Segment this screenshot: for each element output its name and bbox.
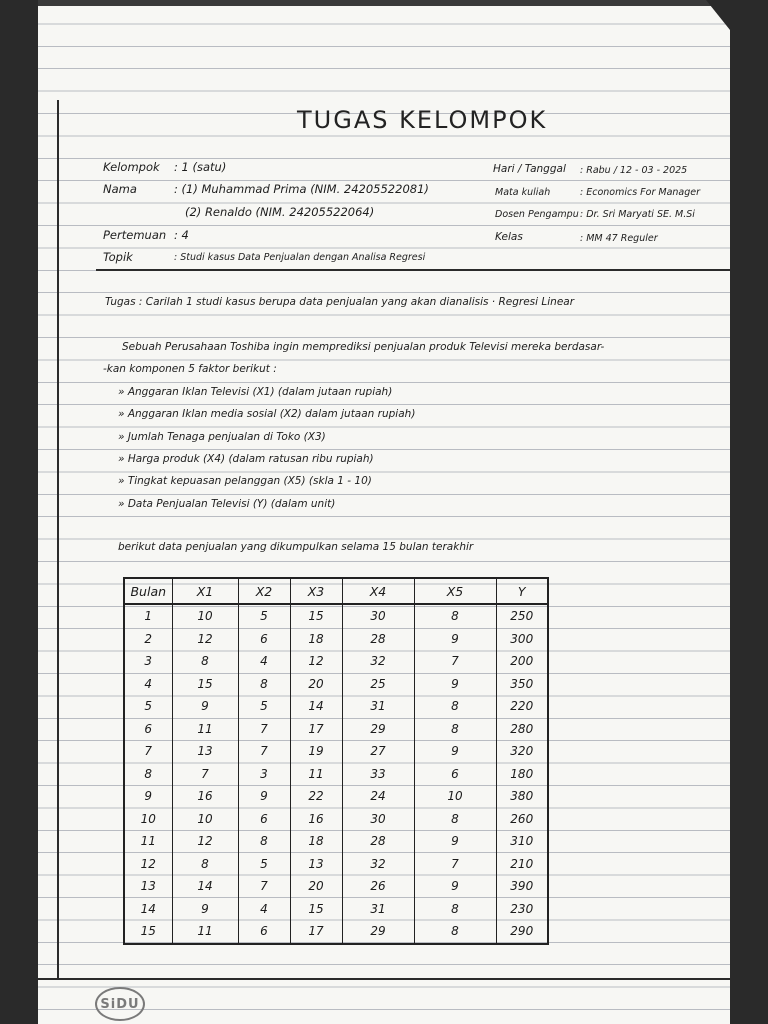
table-cell: 5 — [124, 695, 172, 718]
nama-label: Nama — [103, 182, 137, 196]
table-cell: 1 — [124, 604, 172, 628]
factor-y: » Data Penjualan Televisi (Y) (dalam unit) — [118, 498, 336, 510]
nama-member-1: : (1) Muhammad Prima (NIM. 24205522081) — [174, 182, 429, 196]
factor-x1: » Anggaran Iklan Televisi (X1) (dalam jutaan rupiah) — [118, 386, 393, 398]
intro-line-2: -kan komponen 5 faktor berikut : — [103, 363, 277, 375]
table-cell: 7 — [414, 650, 496, 673]
table-cell: 7 — [238, 718, 290, 741]
table-cell: 7 — [124, 740, 172, 763]
nama-member-2: (2) Renaldo (NIM. 24205522064) — [185, 205, 375, 219]
table-cell: 5 — [238, 853, 290, 876]
table-cell: 250 — [496, 604, 548, 628]
table-cell: 380 — [496, 785, 548, 808]
table-cell: 7 — [172, 763, 238, 786]
table-cell: 3 — [238, 763, 290, 786]
table-cell: 18 — [290, 628, 342, 651]
kelompok-value: : 1 (satu) — [174, 160, 227, 174]
col-header-x1: X1 — [172, 578, 238, 604]
table-row — [124, 695, 548, 718]
table-cell: 10 — [172, 808, 238, 831]
table-cell: 14 — [124, 898, 172, 921]
left-margin-line — [57, 100, 59, 978]
table-cell: 24 — [342, 785, 414, 808]
data-intro: berikut data penjualan yang dikumpulkan selama 15 bulan terakhir — [118, 541, 474, 553]
factor-x2: » Anggaran Iklan media sosial (X2) dalam jutaan rupiah) — [118, 408, 416, 420]
table-cell: 4 — [238, 898, 290, 921]
dosen-label: Dosen Pengampu — [495, 209, 579, 220]
table-cell: 6 — [238, 808, 290, 831]
col-header-x4: X4 — [342, 578, 414, 604]
table-cell: 17 — [290, 920, 342, 944]
table-cell: 13 — [290, 853, 342, 876]
table-cell: 200 — [496, 650, 548, 673]
table-cell: 20 — [290, 673, 342, 696]
table-cell: 260 — [496, 808, 548, 831]
table-cell: 26 — [342, 875, 414, 898]
table-cell: 11 — [290, 763, 342, 786]
table-cell: 12 — [290, 650, 342, 673]
matkul-label: Mata kuliah — [495, 187, 551, 198]
table-row — [124, 785, 548, 808]
table-cell: 9 — [414, 875, 496, 898]
table-cell: 9 — [414, 830, 496, 853]
table-cell: 22 — [290, 785, 342, 808]
table-cell: 31 — [342, 695, 414, 718]
table-cell: 15 — [172, 673, 238, 696]
table-cell: 33 — [342, 763, 414, 786]
table-cell: 8 — [238, 673, 290, 696]
table-cell: 32 — [342, 853, 414, 876]
table-cell: 12 — [172, 830, 238, 853]
hari-value: : Rabu / 12 - 03 - 2025 — [580, 165, 688, 176]
table-cell: 31 — [342, 898, 414, 921]
table-body — [124, 604, 548, 944]
table-cell: 8 — [172, 650, 238, 673]
table-cell: 8 — [414, 808, 496, 831]
table-cell: 9 — [172, 695, 238, 718]
header-divider — [96, 269, 730, 271]
factor-x5: » Tingkat kepuasan pelanggan (X5) (skla 1 - 10) — [118, 475, 372, 487]
table-cell: 13 — [124, 875, 172, 898]
table-row — [124, 853, 548, 876]
table-cell: 3 — [124, 650, 172, 673]
table-cell: 4 — [124, 673, 172, 696]
col-header-y: Y — [496, 578, 548, 604]
dosen-value: : Dr. Sri Maryati SE. M.Si — [580, 209, 695, 220]
table-cell: 220 — [496, 695, 548, 718]
table-header-row — [124, 578, 548, 604]
table-cell: 2 — [124, 628, 172, 651]
table-cell: 5 — [238, 695, 290, 718]
table-row — [124, 673, 548, 696]
table-cell: 9 — [124, 785, 172, 808]
table-cell: 14 — [172, 875, 238, 898]
sales-data-table — [123, 577, 549, 945]
table-cell: 12 — [124, 853, 172, 876]
matkul-value: : Economics For Manager — [580, 187, 701, 198]
table-cell: 230 — [496, 898, 548, 921]
table-cell: 7 — [238, 740, 290, 763]
page-title: TUGAS KELOMPOK — [297, 106, 548, 134]
table-cell: 8 — [414, 604, 496, 628]
table-cell: 13 — [172, 740, 238, 763]
table-cell: 280 — [496, 718, 548, 741]
table-row — [124, 830, 548, 853]
table-cell: 30 — [342, 808, 414, 831]
factor-x4: » Harga produk (X4) (dalam ratusan ribu rupiah) — [118, 453, 374, 465]
col-header-bulan: Bulan — [124, 578, 172, 604]
col-header-x2: X2 — [238, 578, 290, 604]
table-cell: 14 — [290, 695, 342, 718]
table-row — [124, 763, 548, 786]
table-cell: 350 — [496, 673, 548, 696]
table-row — [124, 604, 548, 628]
table-cell: 9 — [414, 628, 496, 651]
intro-line-1: Sebuah Perusahaan Toshiba ingin memprediksi penjualan produk Televisi mereka berdasar- — [122, 341, 605, 353]
table-cell: 16 — [172, 785, 238, 808]
table-cell: 9 — [172, 898, 238, 921]
table-cell: 18 — [290, 830, 342, 853]
kelas-label: Kelas — [495, 231, 523, 243]
table-cell: 6 — [238, 920, 290, 944]
kelas-value: : MM 47 Reguler — [580, 233, 658, 244]
tugas-instruction: Tugas : Carilah 1 studi kasus berupa data penjualan yang akan dianalisis · Regresi Linear — [105, 296, 575, 308]
table-cell: 28 — [342, 628, 414, 651]
table-cell: 28 — [342, 830, 414, 853]
table-cell: 29 — [342, 920, 414, 944]
table-cell: 180 — [496, 763, 548, 786]
table-cell: 7 — [414, 853, 496, 876]
table-cell: 320 — [496, 740, 548, 763]
table-cell: 11 — [172, 920, 238, 944]
pertemuan-value: : 4 — [174, 228, 189, 242]
table-cell: 17 — [290, 718, 342, 741]
table-cell: 390 — [496, 875, 548, 898]
table-cell: 9 — [414, 673, 496, 696]
table-cell: 27 — [342, 740, 414, 763]
table-cell: 8 — [238, 830, 290, 853]
table-cell: 12 — [172, 628, 238, 651]
table-cell: 6 — [124, 718, 172, 741]
table-cell: 8 — [414, 920, 496, 944]
hari-label: Hari / Tanggal — [493, 163, 566, 175]
topik-value: : Studi kasus Data Penjualan dengan Analisa Regresi — [174, 252, 426, 263]
table-cell: 9 — [414, 740, 496, 763]
table-cell: 210 — [496, 853, 548, 876]
table-cell: 4 — [238, 650, 290, 673]
table-row — [124, 740, 548, 763]
kelompok-label: Kelompok — [103, 160, 160, 174]
table-cell: 5 — [238, 604, 290, 628]
topik-label: Topik — [103, 250, 133, 264]
table-cell: 32 — [342, 650, 414, 673]
sidu-logo: SiDU — [95, 987, 145, 1021]
table-cell: 16 — [290, 808, 342, 831]
table-cell: 15 — [290, 604, 342, 628]
factor-x3: » Jumlah Tenaga penjualan di Toko (X3) — [118, 431, 326, 443]
table-cell: 8 — [124, 763, 172, 786]
col-header-x3: X3 — [290, 578, 342, 604]
table-cell: 10 — [124, 808, 172, 831]
pertemuan-label: Pertemuan — [103, 228, 167, 242]
table-cell: 7 — [238, 875, 290, 898]
table-row — [124, 650, 548, 673]
table-cell: 9 — [238, 785, 290, 808]
table-cell: 310 — [496, 830, 548, 853]
table-row — [124, 898, 548, 921]
table-row — [124, 628, 548, 651]
table-cell: 15 — [124, 920, 172, 944]
table-cell: 8 — [414, 898, 496, 921]
table-cell: 6 — [414, 763, 496, 786]
table-row — [124, 808, 548, 831]
table-cell: 20 — [290, 875, 342, 898]
table-cell: 15 — [290, 898, 342, 921]
table-cell: 11 — [124, 830, 172, 853]
col-header-x5: X5 — [414, 578, 496, 604]
table-cell: 25 — [342, 673, 414, 696]
table-cell: 10 — [172, 604, 238, 628]
table-cell: 290 — [496, 920, 548, 944]
table-row — [124, 718, 548, 741]
table-cell: 6 — [238, 628, 290, 651]
table-cell: 8 — [414, 695, 496, 718]
table-cell: 300 — [496, 628, 548, 651]
table-cell: 11 — [172, 718, 238, 741]
table-cell: 8 — [172, 853, 238, 876]
page-bottom-line — [38, 978, 730, 980]
table-cell: 19 — [290, 740, 342, 763]
table-cell: 10 — [414, 785, 496, 808]
table-cell: 8 — [414, 718, 496, 741]
table-row — [124, 875, 548, 898]
page-fold-corner — [706, 0, 730, 30]
table-cell: 30 — [342, 604, 414, 628]
table-cell: 29 — [342, 718, 414, 741]
table-row — [124, 920, 548, 944]
